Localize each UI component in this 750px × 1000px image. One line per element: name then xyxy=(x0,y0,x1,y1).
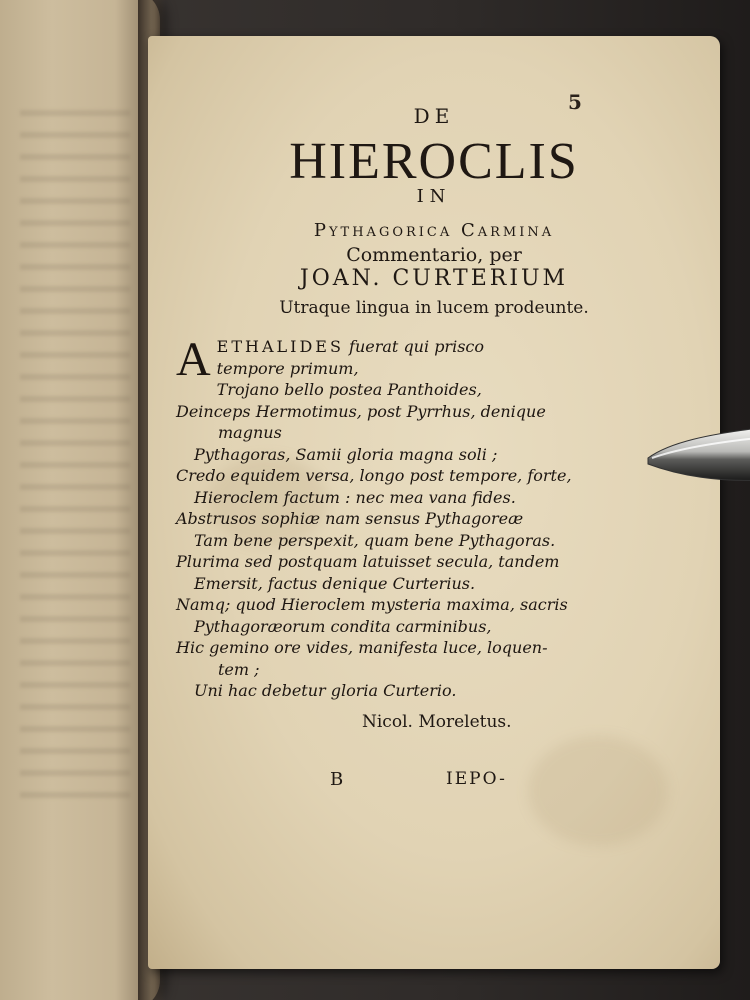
poem-line: tem ; xyxy=(218,659,260,679)
poem-line: Credo equidem versa, longo post tempore, forte, xyxy=(176,466,572,485)
poem-line: Deinceps Hermotimus, post Pyrrhus, denique xyxy=(176,401,546,421)
title-in: IN xyxy=(416,186,452,207)
poem-line: Plurima sed postquam latuisset secula, tandem xyxy=(176,552,560,571)
poem-line: ETHALIDES fuerat qui prisco xyxy=(216,337,484,356)
poem-line: Hic gemino ore vides, manifesta luce, loquen- xyxy=(176,638,548,657)
signature-mark: B xyxy=(330,769,344,790)
poem-line: magnus xyxy=(218,423,282,442)
poem-line: Abstrusos sophiæ nam sensus Pythagoreæ xyxy=(176,509,524,528)
poem-line: Trojano bello postea Panthoides, xyxy=(216,380,482,399)
poem-line: Namq; quod Hieroclem mysteria maxima, sacris xyxy=(176,595,568,614)
title-author: JOAN. CURTERIUM xyxy=(299,266,569,291)
left-page-blurred-text xyxy=(20,110,130,810)
book-clip-icon xyxy=(640,420,750,490)
dedicatory-poem xyxy=(176,333,696,702)
poem-line: Emersit, factus denique Curterius. xyxy=(194,573,476,593)
poem-line: tempore primum, xyxy=(216,358,359,378)
page-stain xyxy=(528,736,668,846)
page-number: 5 xyxy=(568,90,582,114)
signature: Nicol. Moreletus. xyxy=(362,712,512,732)
poem-line: Pythagoræorum condita carminibus, xyxy=(194,616,492,636)
right-page xyxy=(148,36,720,969)
catchword: IEPO- xyxy=(446,769,507,789)
title-de: DE xyxy=(413,104,455,128)
title-commentario: Commentario, per xyxy=(346,244,522,266)
title-hierocles: HIEROCLIS xyxy=(289,133,579,190)
poem-line: Tam bene perspexit, quam bene Pythagoras. xyxy=(194,530,556,550)
poem-dropcap: A xyxy=(176,333,211,386)
poem-line: Pythagoras, Samii gloria magna soli ; xyxy=(194,444,498,464)
facing-left-page xyxy=(0,0,160,1000)
poem-line: Uni hac debetur gloria Curterio. xyxy=(194,681,457,700)
title-utraque: Utraque lingua in lucem prodeunte. xyxy=(279,298,589,318)
poem-line: Hieroclem factum : nec mea vana fides. xyxy=(194,487,516,507)
title-pythagorica: Pythagorica Carmina xyxy=(313,220,555,241)
